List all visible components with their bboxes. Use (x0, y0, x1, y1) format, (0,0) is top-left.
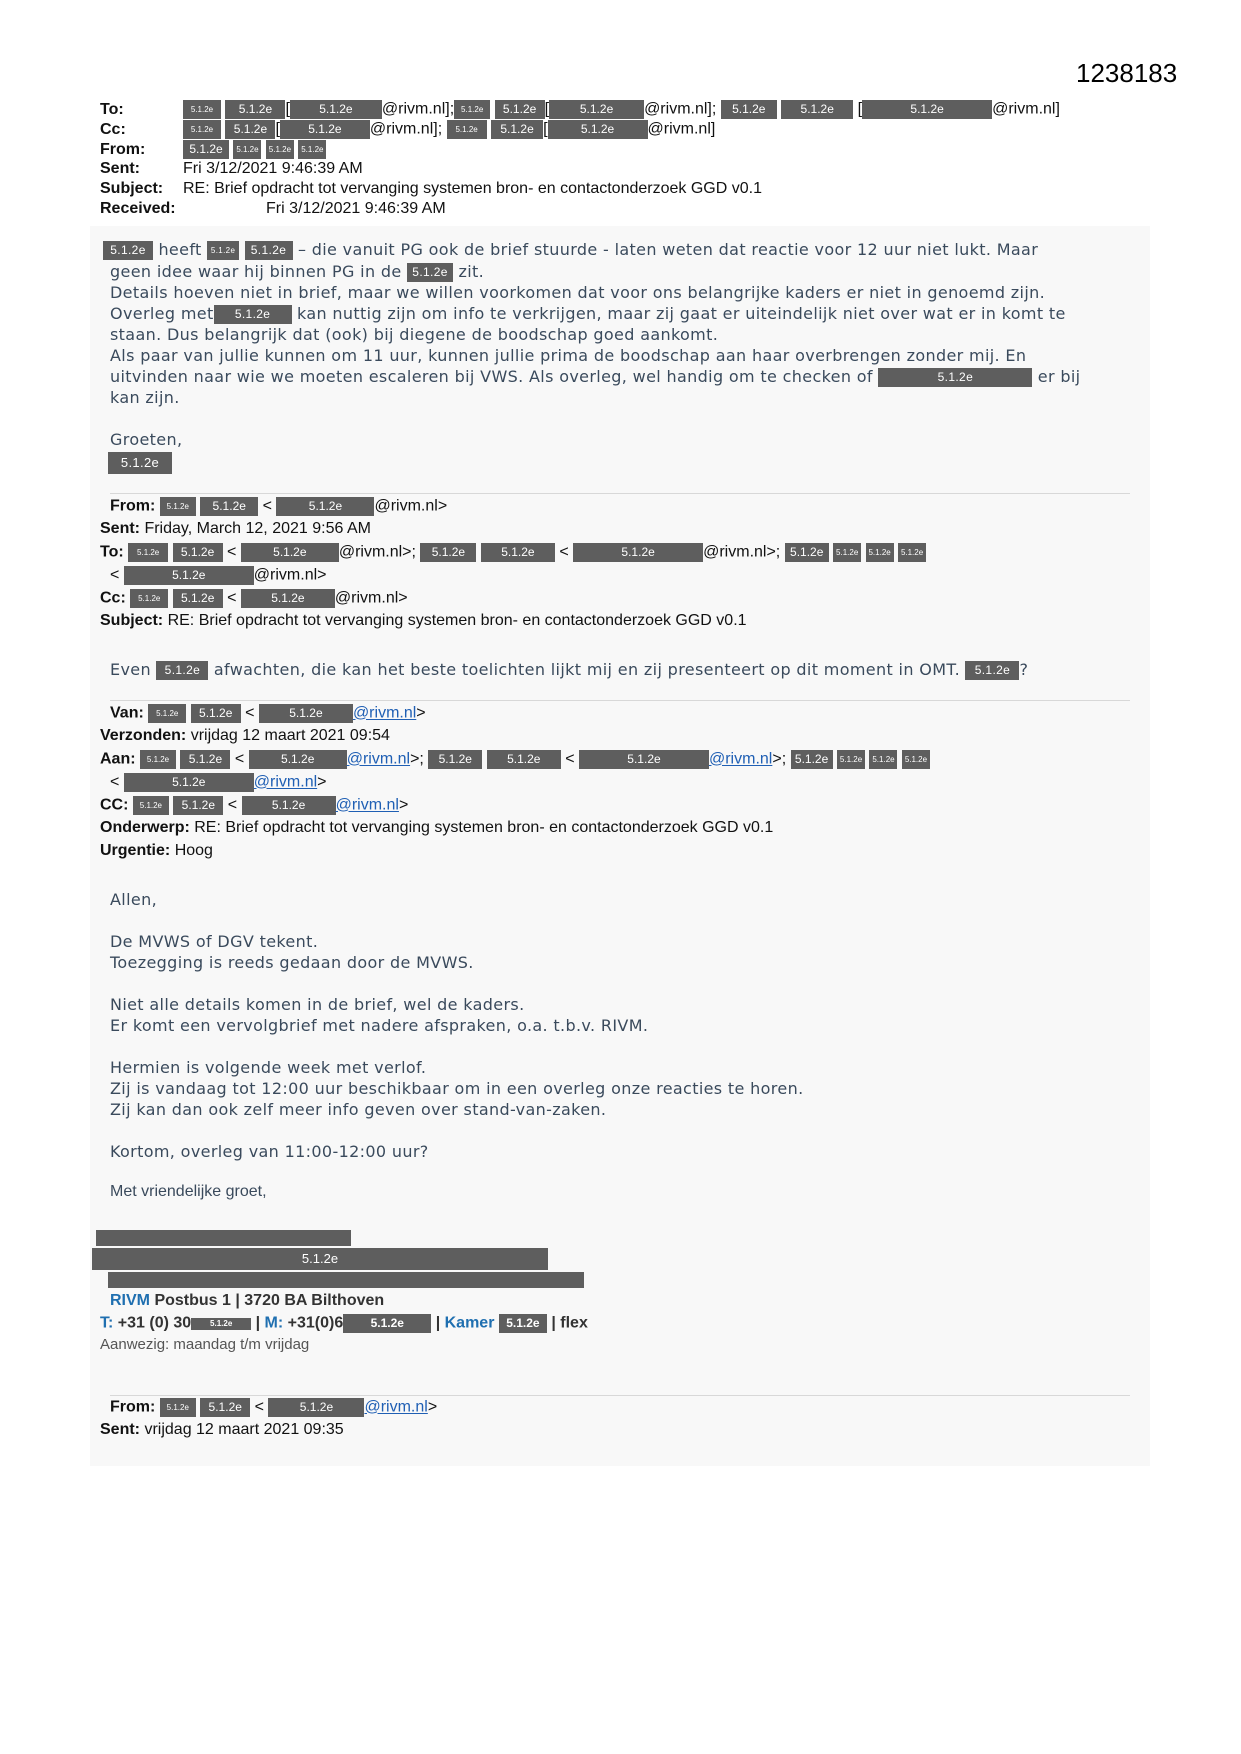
domain-suffix: @rivm.nl]; (381, 100, 455, 118)
email-link[interactable]: @rivm.nl (708, 750, 773, 768)
header-sent-row (100, 160, 363, 178)
verzonden-value: vrijdag 12 maart 2021 09:54 (190, 727, 390, 744)
redaction: 5.1.2e (214, 305, 292, 324)
redaction: 5.1.2e (160, 1398, 196, 1417)
to-label: To: (100, 543, 124, 561)
signature-contact-row: T: +31 (0) 30 5.1.2e | M: +31(0)6 5.1.2e | Kamer 5.1.2e | flex (100, 1314, 588, 1332)
msg1-line-7 (110, 367, 1080, 387)
redaction: 5.1.2e (499, 1314, 547, 1333)
cc-label: Cc: (100, 120, 126, 138)
msg3-cc-row: CC: 5.1.2e 5.1.2e < 5.1.2e @rivm.nl> (100, 796, 409, 814)
email-link[interactable]: @rivm.nl (346, 750, 411, 768)
redaction: 5.1.2e (160, 497, 196, 516)
from-label: From: (110, 1398, 156, 1416)
mobile-label: M: (264, 1314, 284, 1332)
redaction: 5.1.2e (290, 100, 382, 119)
redaction: 5.1.2e (200, 1398, 250, 1417)
redaction: 5.1.2e (259, 704, 353, 723)
text: ? (1019, 660, 1029, 679)
email-link[interactable]: @rivm.nl (335, 796, 399, 814)
verzonden-label: Verzonden: (100, 727, 187, 744)
msg2-body (110, 660, 1028, 680)
msg1-line-4 (110, 304, 1066, 324)
text: Even (110, 660, 151, 679)
urgentie-label: Urgentie: (100, 842, 171, 859)
signature-redaction: 5.1.2e (92, 1248, 548, 1270)
redaction: 5.1.2e (207, 241, 239, 260)
msg4-from-row: From: 5.1.2e 5.1.2e < 5.1.2e @rivm.nl> (110, 1398, 438, 1416)
redaction: 5.1.2e (156, 661, 208, 680)
email-link[interactable]: @rivm.nl (253, 773, 318, 791)
redaction: 5.1.2e (837, 750, 865, 769)
header-to-row: To: 5.1.2e 5.1.2e [ 5.1.2e @rivm.nl]; 5.1.2e 5.1.2e [ 5.1.2e @rivm.nl]; 5.1.2e 5.1.2e [ 5.1.2e @rivm.nl] (100, 100, 1060, 118)
received-value: Fri 3/12/2021 9:46:39 AM (266, 200, 446, 217)
msg2-cc-row: Cc: 5.1.2e 5.1.2e < 5.1.2e @rivm.nl> (100, 589, 408, 607)
address: Postbus 1 | 3720 BA Bilthoven (154, 1292, 385, 1309)
redaction: 5.1.2e (549, 100, 644, 119)
header-received-row (100, 200, 446, 218)
redaction: 5.1.2e (103, 241, 153, 260)
text: afwachten, die kan het beste toelichten lijkt mij en zij presenteert op dit moment in OMT. (213, 660, 961, 679)
redaction: 5.1.2e (343, 1314, 431, 1333)
msg3-body-line: Zij is vandaag tot 12:00 uur beschikbaar om in een overleg onze reacties te horen. (110, 1079, 804, 1098)
redaction: 5.1.2e (454, 100, 490, 119)
redaction: 5.1.2e (491, 120, 543, 139)
redaction: 5.1.2e (183, 140, 229, 159)
redaction: 5.1.2e (191, 1318, 251, 1330)
msg3-onderwerp-row (100, 819, 773, 837)
msg2-to-row-cont: < 5.1.2e @rivm.nl> (110, 566, 327, 584)
phone-label: T: (100, 1314, 114, 1332)
redaction: 5.1.2e (579, 750, 709, 769)
msg1-line-3: Details hoeven niet in brief, maar we willen voorkomen dat voor ons belangrijke kaders er niet in genoemd zijn. (110, 283, 1046, 302)
sent-value: vrijdag 12 maart 2021 09:35 (144, 1421, 344, 1438)
redaction: 5.1.2e (173, 543, 223, 562)
redaction: 5.1.2e (242, 796, 336, 815)
text: er bij (1037, 367, 1081, 386)
signature-redaction (108, 1272, 584, 1288)
rivm-logo-text: RIVM (110, 1292, 150, 1309)
msg3-van-row: Van: 5.1.2e 5.1.2e < 5.1.2e @rivm.nl> (110, 704, 426, 722)
subject-value: RE: Brief opdracht tot vervanging systemen bron- en contactonderzoek GGD v0.1 (183, 180, 762, 197)
redaction: 5.1.2e (833, 543, 861, 562)
redaction: 5.1.2e (173, 796, 223, 815)
redaction: 5.1.2e (721, 100, 777, 119)
msg3-body-line: Toezegging is reeds gedaan door de MVWS. (110, 953, 474, 972)
aan-label: Aan: (100, 750, 136, 768)
redaction: 5.1.2e (869, 750, 897, 769)
separator (110, 493, 1130, 494)
van-label: Van: (110, 704, 144, 722)
text: geen idee waar hij binnen PG in de (110, 262, 402, 281)
from-label: From: (110, 497, 156, 515)
redaction: 5.1.2e (140, 750, 176, 769)
redaction: 5.1.2e (173, 589, 223, 608)
redaction: 5.1.2e (548, 120, 648, 139)
redaction: 5.1.2e (183, 120, 221, 139)
msg3-body-line: Allen, (110, 890, 158, 909)
redaction: 5.1.2e (266, 140, 294, 159)
text: uitvinden naar wie we moeten escaleren bij VWS. Als overleg, wel handig om te checken of (110, 367, 873, 386)
redaction: 5.1.2e (233, 140, 261, 159)
redaction: 5.1.2e (495, 100, 545, 119)
onderwerp-label: Onderwerp: (100, 819, 190, 836)
msg2-from-row: From: 5.1.2e 5.1.2e < 5.1.2e @rivm.nl> (110, 497, 448, 515)
text: – die vanuit PG ook de brief stuurde - laten weten dat reactie voor 12 uur niet lukt. Maar (297, 240, 1039, 259)
redaction: 5.1.2e (420, 543, 476, 562)
text: zit. (458, 262, 485, 281)
redaction: 5.1.2e (130, 589, 168, 608)
mobile: +31(0)6 (287, 1314, 344, 1332)
address-suffix: @rivm.nl> (253, 566, 327, 584)
msg1-line-1 (103, 240, 1038, 260)
msg3-body-line: Zij kan dan ook zelf meer info geven over stand-van-zaken. (110, 1100, 607, 1119)
msg4-sent-row (100, 1421, 344, 1439)
subject-value: RE: Brief opdracht tot vervanging systemen bron- en contactonderzoek GGD v0.1 (167, 612, 747, 629)
msg3-body-line: Er komt een vervolgbrief met nadere afspraken, o.a. t.b.v. RIVM. (110, 1016, 649, 1035)
redaction: 5.1.2e (573, 543, 703, 562)
msg3-urgentie-row (100, 842, 213, 860)
msg2-sent-row (100, 520, 371, 538)
redaction: 5.1.2e (280, 120, 370, 139)
msg3-verzonden-row (100, 727, 390, 745)
text: Overleg met (110, 304, 214, 323)
msg2-subject-row (100, 612, 747, 630)
sent-label: Sent: (100, 1421, 140, 1438)
redaction: 5.1.2e (902, 750, 930, 769)
text: heeft (158, 240, 202, 259)
redaction: 5.1.2e (407, 263, 453, 282)
redaction: 5.1.2e (866, 543, 894, 562)
flex: | flex (551, 1314, 588, 1332)
header-subject-row (100, 180, 762, 198)
msg1-greeting: Groeten, (110, 430, 183, 449)
redaction: 5.1.2e (124, 773, 254, 792)
urgentie-value: Hoog (174, 842, 213, 859)
redaction: 5.1.2e (862, 100, 992, 119)
email-link[interactable]: @rivm.nl (352, 704, 417, 722)
sent-label: Sent: (100, 520, 140, 537)
room-label: Kamer (444, 1314, 495, 1332)
header-cc-row: Cc: 5.1.2e 5.1.2e [ 5.1.2e @rivm.nl]; 5.1.2e 5.1.2e [ 5.1.2e @rivm.nl] (100, 120, 716, 138)
redaction: 5.1.2e (276, 497, 374, 516)
msg1-line-8: kan zijn. (110, 388, 180, 407)
signature-address-row (110, 1292, 384, 1310)
cc-label: Cc: (100, 589, 126, 607)
redaction: 5.1.2e (428, 750, 482, 769)
redaction: 5.1.2e (785, 543, 829, 562)
redaction: 5.1.2e (241, 543, 339, 562)
redaction: 5.1.2e (791, 750, 833, 769)
redaction: 5.1.2e (124, 566, 254, 585)
subject-label: Subject: (100, 612, 164, 629)
separator (110, 1395, 1130, 1396)
msg3-closing: Met vriendelijke groet, (110, 1183, 267, 1200)
msg1-signature (108, 452, 172, 474)
from-label: From: (100, 140, 146, 158)
msg3-aan-row: Aan: 5.1.2e 5.1.2e < 5.1.2e @rivm.nl>; 5.1.2e 5.1.2e < 5.1.2e @rivm.nl>; 5.1.2e 5.1.2e 5.1.2e 5.1.2e (100, 750, 930, 769)
msg3-body-line: Hermien is volgende week met verlof. (110, 1058, 427, 1077)
redaction: 5.1.2e (128, 543, 168, 562)
subject-label: Subject: (100, 180, 164, 197)
msg1-line-2 (110, 262, 484, 282)
address-suffix: @rivm.nl>; (338, 543, 416, 561)
address-suffix: @rivm.nl> (374, 497, 448, 515)
redaction: 5.1.2e (225, 100, 285, 119)
address-suffix: @rivm.nl>; (703, 543, 781, 561)
msg1-line-5: staan. Dus belangrijk dat (ook) bij diegene de boodschap goed aankomt. (110, 325, 719, 344)
redaction: 5.1.2e (481, 543, 555, 562)
msg3-body-line: De MVWS of DGV tekent. (110, 932, 319, 951)
redaction: 5.1.2e (965, 661, 1019, 680)
separator (110, 700, 1130, 701)
domain-suffix: @rivm.nl] (992, 100, 1060, 118)
redaction: 5.1.2e (268, 1398, 364, 1417)
redaction: 5.1.2e (878, 368, 1032, 387)
redaction: 5.1.2e (245, 241, 293, 260)
document-number: 1238183 (1076, 58, 1178, 88)
redaction: 5.1.2e (191, 704, 241, 723)
redaction: 5.1.2e (180, 750, 230, 769)
redaction: 5.1.2e (487, 750, 561, 769)
onderwerp-value: RE: Brief opdracht tot vervanging systemen bron- en contactonderzoek GGD v0.1 (194, 819, 774, 836)
redaction: 5.1.2e (298, 140, 326, 159)
sent-value: Fri 3/12/2021 9:46:39 AM (183, 160, 363, 177)
msg3-aan-row-cont: < 5.1.2e @rivm.nl> (110, 773, 327, 791)
received-label: Received: (100, 200, 176, 217)
redaction: 5.1.2e (183, 100, 221, 119)
redaction: 5.1.2e (200, 497, 258, 516)
redaction: 5.1.2e (447, 120, 487, 139)
sent-value: Friday, March 12, 2021 9:56 AM (144, 520, 371, 537)
phone: +31 (0) 30 (117, 1314, 192, 1332)
msg2-to-row: To: 5.1.2e 5.1.2e < 5.1.2e @rivm.nl>; 5.1.2e 5.1.2e < 5.1.2e @rivm.nl>; 5.1.2e 5.1.2e 5.1.2e 5.1.2e (100, 543, 926, 562)
cc-label: CC: (100, 796, 129, 814)
msg3-body-line: Niet alle details komen in de brief, wel de kaders. (110, 995, 525, 1014)
header-from-row (100, 140, 326, 159)
domain-suffix: @rivm.nl]; (369, 120, 443, 138)
redaction: 5.1.2e (898, 543, 926, 562)
redaction: 5.1.2e (148, 704, 186, 723)
address-suffix: @rivm.nl> (334, 589, 408, 607)
redaction: 5.1.2e (108, 452, 172, 474)
domain-suffix: @rivm.nl]; (644, 100, 717, 118)
signature-redaction (96, 1230, 351, 1246)
redaction: 5.1.2e (781, 100, 853, 119)
domain-suffix: @rivm.nl] (647, 120, 716, 138)
redaction: 5.1.2e (225, 120, 275, 139)
msg3-body-line: Kortom, overleg van 11:00-12:00 uur? (110, 1142, 429, 1161)
text: kan nuttig zijn om info te verkrijgen, maar zij gaat er uiteindelijk niet over wat er in komt te (297, 304, 1066, 323)
redaction: 5.1.2e (249, 750, 347, 769)
sent-label: Sent: (100, 160, 140, 177)
to-label: To: (100, 100, 124, 118)
signature-presence: Aanwezig: maandag t/m vrijdag (100, 1336, 310, 1353)
msg1-line-6: Als paar van jullie kunnen om 11 uur, kunnen jullie prima de boodschap aan haar overbrengen zonder mij. En (110, 346, 1027, 365)
redaction: 5.1.2e (133, 796, 169, 815)
email-link[interactable]: @rivm.nl (364, 1398, 428, 1416)
redaction: 5.1.2e (241, 589, 335, 608)
